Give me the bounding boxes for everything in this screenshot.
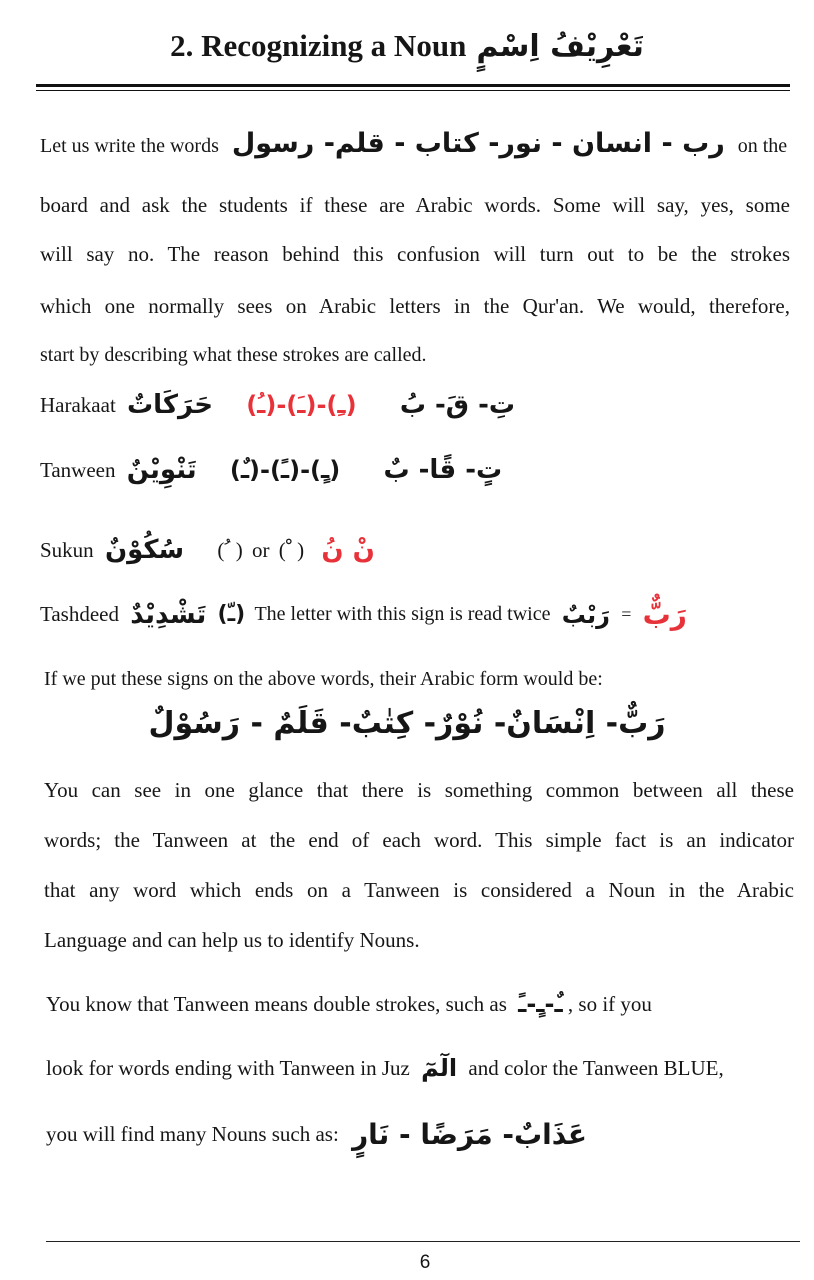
- para3-line-3: [46, 1118, 796, 1151]
- tashdeed-row: [40, 598, 687, 631]
- intro-arabic-words: رب - انسان - نور- كتاب - قلم- رسول: [231, 128, 725, 159]
- tanween-example: تٍ- قًا- بٌ: [383, 455, 503, 485]
- sukun-row: [40, 535, 375, 565]
- intro-line-2: board and ask the students if these are Arabic words. Some will say, yes, some: [40, 193, 790, 217]
- tashdeed-equals: =: [621, 604, 632, 624]
- header-rule-thin: [36, 90, 790, 91]
- page-title-arabic: تَعْرِيْفُ اِسْمٍ: [476, 29, 644, 64]
- tashdeed-example-red: رَبٌّ: [642, 598, 687, 631]
- harakaat-arabic-name: حَرَكَاتٌ: [127, 390, 213, 420]
- harakaat-marks: (ـُ)-(ـَ)-(ـِ): [246, 391, 357, 419]
- page-title: 2. Recognizing a Noun: [170, 28, 467, 63]
- para3-tanween-marks: ـٌ-ـٍ-ـً: [518, 990, 563, 1019]
- arabic-words-with-signs: رَبٌّ- اِنْسَانٌ- نُوْرٌ- كِتٰبٌ- قَلَمٌ - رَسُوْلٌ: [148, 706, 666, 741]
- intro-line-5: start by describing what these strokes are called.: [40, 344, 427, 366]
- para3-line1-after: , so if you: [567, 991, 652, 1016]
- sukun-mark-2: ( ْ ): [278, 537, 305, 562]
- harakaat-row: [40, 390, 515, 420]
- intro-after-words: on the: [737, 135, 788, 157]
- para3-line3-before: you will find many Nouns such as:: [46, 1122, 339, 1146]
- para3-line-1: [46, 990, 796, 1018]
- intro-before-words: Let us write the words: [40, 135, 219, 157]
- sukun-arabic-name: سُكُوْنٌ: [104, 535, 185, 565]
- sukun-mark-1: ( ُ ): [217, 537, 243, 562]
- sukun-label: Sukun: [40, 537, 94, 562]
- para2-line-4: Language and can help us to identify Nouns.: [44, 928, 420, 952]
- para2-line-2: words; the Tanween at the end of each word. This simple fact is an indicator: [44, 828, 794, 852]
- intro-line-1: [40, 128, 790, 159]
- para2-line-1: You can see in one glance that there is something common between all these: [44, 778, 794, 802]
- page-number: 6: [419, 1252, 431, 1273]
- intro-line-3: will say no. The reason behind this confusion will turn out to be the strokes: [40, 242, 790, 266]
- para3-juz-arabic: الٓمٓ: [421, 1054, 458, 1083]
- tashdeed-label: Tashdeed: [40, 602, 119, 626]
- sukun-example: نْ نُ: [321, 535, 375, 565]
- sukun-or: or: [252, 537, 270, 562]
- intro-line-4: which one normally sees on Arabic letters in the Qur'an. We would, therefore,: [40, 294, 790, 318]
- harakaat-label: Harakaat: [40, 392, 116, 417]
- tashdeed-description: The letter with this sign is read twice: [254, 603, 551, 625]
- tashdeed-example: رَبْبٌ: [561, 600, 610, 629]
- tashdeed-mark: (ـّ): [217, 602, 246, 627]
- tanween-marks: (ـٌ)-(ـً)-(ـٍ): [229, 456, 341, 484]
- after-signs-line: If we put these signs on the above words, their Arabic form would be:: [44, 668, 603, 690]
- para3-line1-before: You know that Tanween means double strokes, such as: [46, 991, 507, 1016]
- tanween-arabic-name: تَنْوِيْنٌ: [126, 455, 197, 485]
- footer-rule: [46, 1241, 800, 1242]
- para3-line-2: [46, 1054, 796, 1082]
- para3-line2-before: look for words ending with Tanween in Juz: [46, 1055, 410, 1080]
- page-header: [0, 26, 814, 67]
- header-rule-thick: [36, 84, 790, 87]
- tashdeed-arabic-name: تَشْدِيْدٌ: [130, 599, 207, 630]
- tanween-row: [40, 455, 502, 485]
- para3-line2-after: and color the Tanween BLUE,: [468, 1055, 724, 1080]
- para2-line-3: that any word which ends on a Tanween is considered a Noun in the Arabic: [44, 878, 794, 902]
- harakaat-example: تِ- قَ- بُ: [399, 390, 515, 420]
- tanween-label: Tanween: [40, 457, 116, 482]
- para3-nouns-arabic: عَذَابٌ- مَرَضًا - نَارٍ: [352, 1118, 588, 1151]
